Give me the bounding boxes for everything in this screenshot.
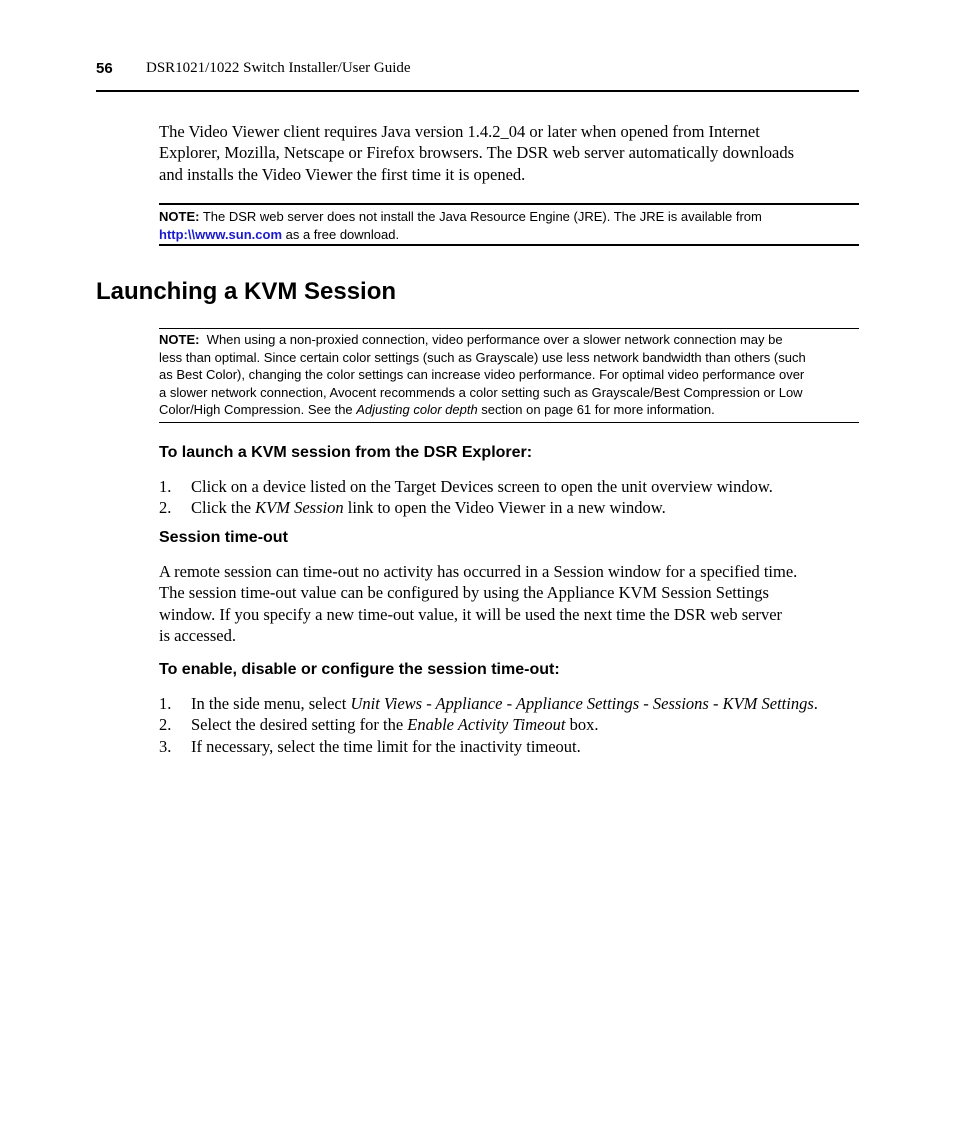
intro-paragraph [159, 121, 859, 185]
step-text: Click on a device listed on the Target Devices screen to open the unit overview window. [191, 477, 773, 496]
session-timeout-heading: Session time-out [159, 529, 288, 546]
note-video-performance [159, 328, 859, 423]
step-number: 2. [159, 498, 172, 518]
note-label: NOTE: [159, 332, 200, 347]
step-italic: Unit Views - Appliance - Appliance Settings - Sessions - KVM Settings [350, 694, 814, 713]
step-number: 3. [159, 736, 172, 756]
note-text: The DSR web server does not install the Java Resource Engine (JRE). The JRE is available from [199, 209, 762, 224]
note-text: section on page 61 for more information. [477, 402, 715, 417]
section-title: Launching a KVM Session [96, 278, 397, 305]
timeout-paragraph [159, 561, 859, 646]
launch-heading: To launch a KVM session from the DSR Explorer: [159, 444, 533, 461]
list-item [159, 693, 879, 714]
list-item [159, 476, 879, 497]
step-number: 2. [159, 715, 172, 735]
timeout-line: is accessed. [159, 625, 236, 645]
configure-steps [159, 693, 879, 757]
step-text: link to open the Video Viewer in a new window. [343, 498, 666, 518]
intro-line: and installs the Video Viewer the first time it is opened. [159, 164, 526, 184]
step-text: Select the desired setting for the [191, 715, 408, 735]
configure-heading: To enable, disable or configure the session time-out: [159, 661, 560, 678]
note-text: When using a non-proxied connection, video performance over a slower network connection may be [199, 332, 783, 347]
page-number: 56 [96, 60, 113, 77]
guide-title: DSR1021/1022 Switch Installer/User Guide [146, 60, 411, 76]
page-header [96, 60, 859, 92]
step-number: 1. [159, 477, 172, 496]
step-text: . [813, 694, 818, 713]
sun-link[interactable]: http:\\www.sun.com [159, 226, 283, 242]
launch-steps [159, 476, 879, 519]
list-item [159, 714, 879, 735]
note-label: NOTE: [159, 209, 200, 224]
timeout-line: window. If you specify a new time-out value, it will be used the next time the DSR web server [159, 604, 783, 624]
step-italic: Enable Activity Timeout [407, 715, 566, 735]
intro-line: The Video Viewer client requires Java version 1.4.2_04 or later when opened from Internet [159, 122, 760, 141]
note-text: Color/High Compression. See the [159, 402, 357, 417]
step-text: box. [565, 715, 599, 735]
note-line [159, 331, 859, 349]
step-number: 1. [159, 694, 172, 713]
timeout-line: A remote session can time-out no activity has occurred in a Session window for a specified time. [159, 562, 798, 581]
step-text: If necessary, select the time limit for the inactivity timeout. [191, 736, 581, 756]
note-line [159, 401, 859, 419]
list-item [159, 736, 879, 757]
intro-line: Explorer, Mozilla, Netscape or Firefox browsers. The DSR web server automatically downloads [159, 143, 795, 163]
note-text: as a free download. [282, 226, 400, 242]
step-text: In the side menu, select [191, 694, 351, 713]
step-text: Click the [191, 498, 256, 518]
note-line: a slower network connection, Avocent recommends a color setting such as Grayscale/Best Compression or Low [159, 384, 803, 400]
note-line: as Best Color), changing the color settings can increase video performance. For optimal video performance over [159, 367, 805, 382]
step-italic: KVM Session [255, 498, 344, 518]
timeout-line: The session time-out value can be configured by using the Appliance KVM Session Settings [159, 583, 769, 603]
note-line: less than optimal. Since certain color settings (such as Grayscale) use less network bandwidth than others (such [159, 349, 806, 365]
list-item [159, 497, 879, 518]
note-jre [159, 203, 859, 246]
note-italic: Adjusting color depth [356, 402, 478, 417]
